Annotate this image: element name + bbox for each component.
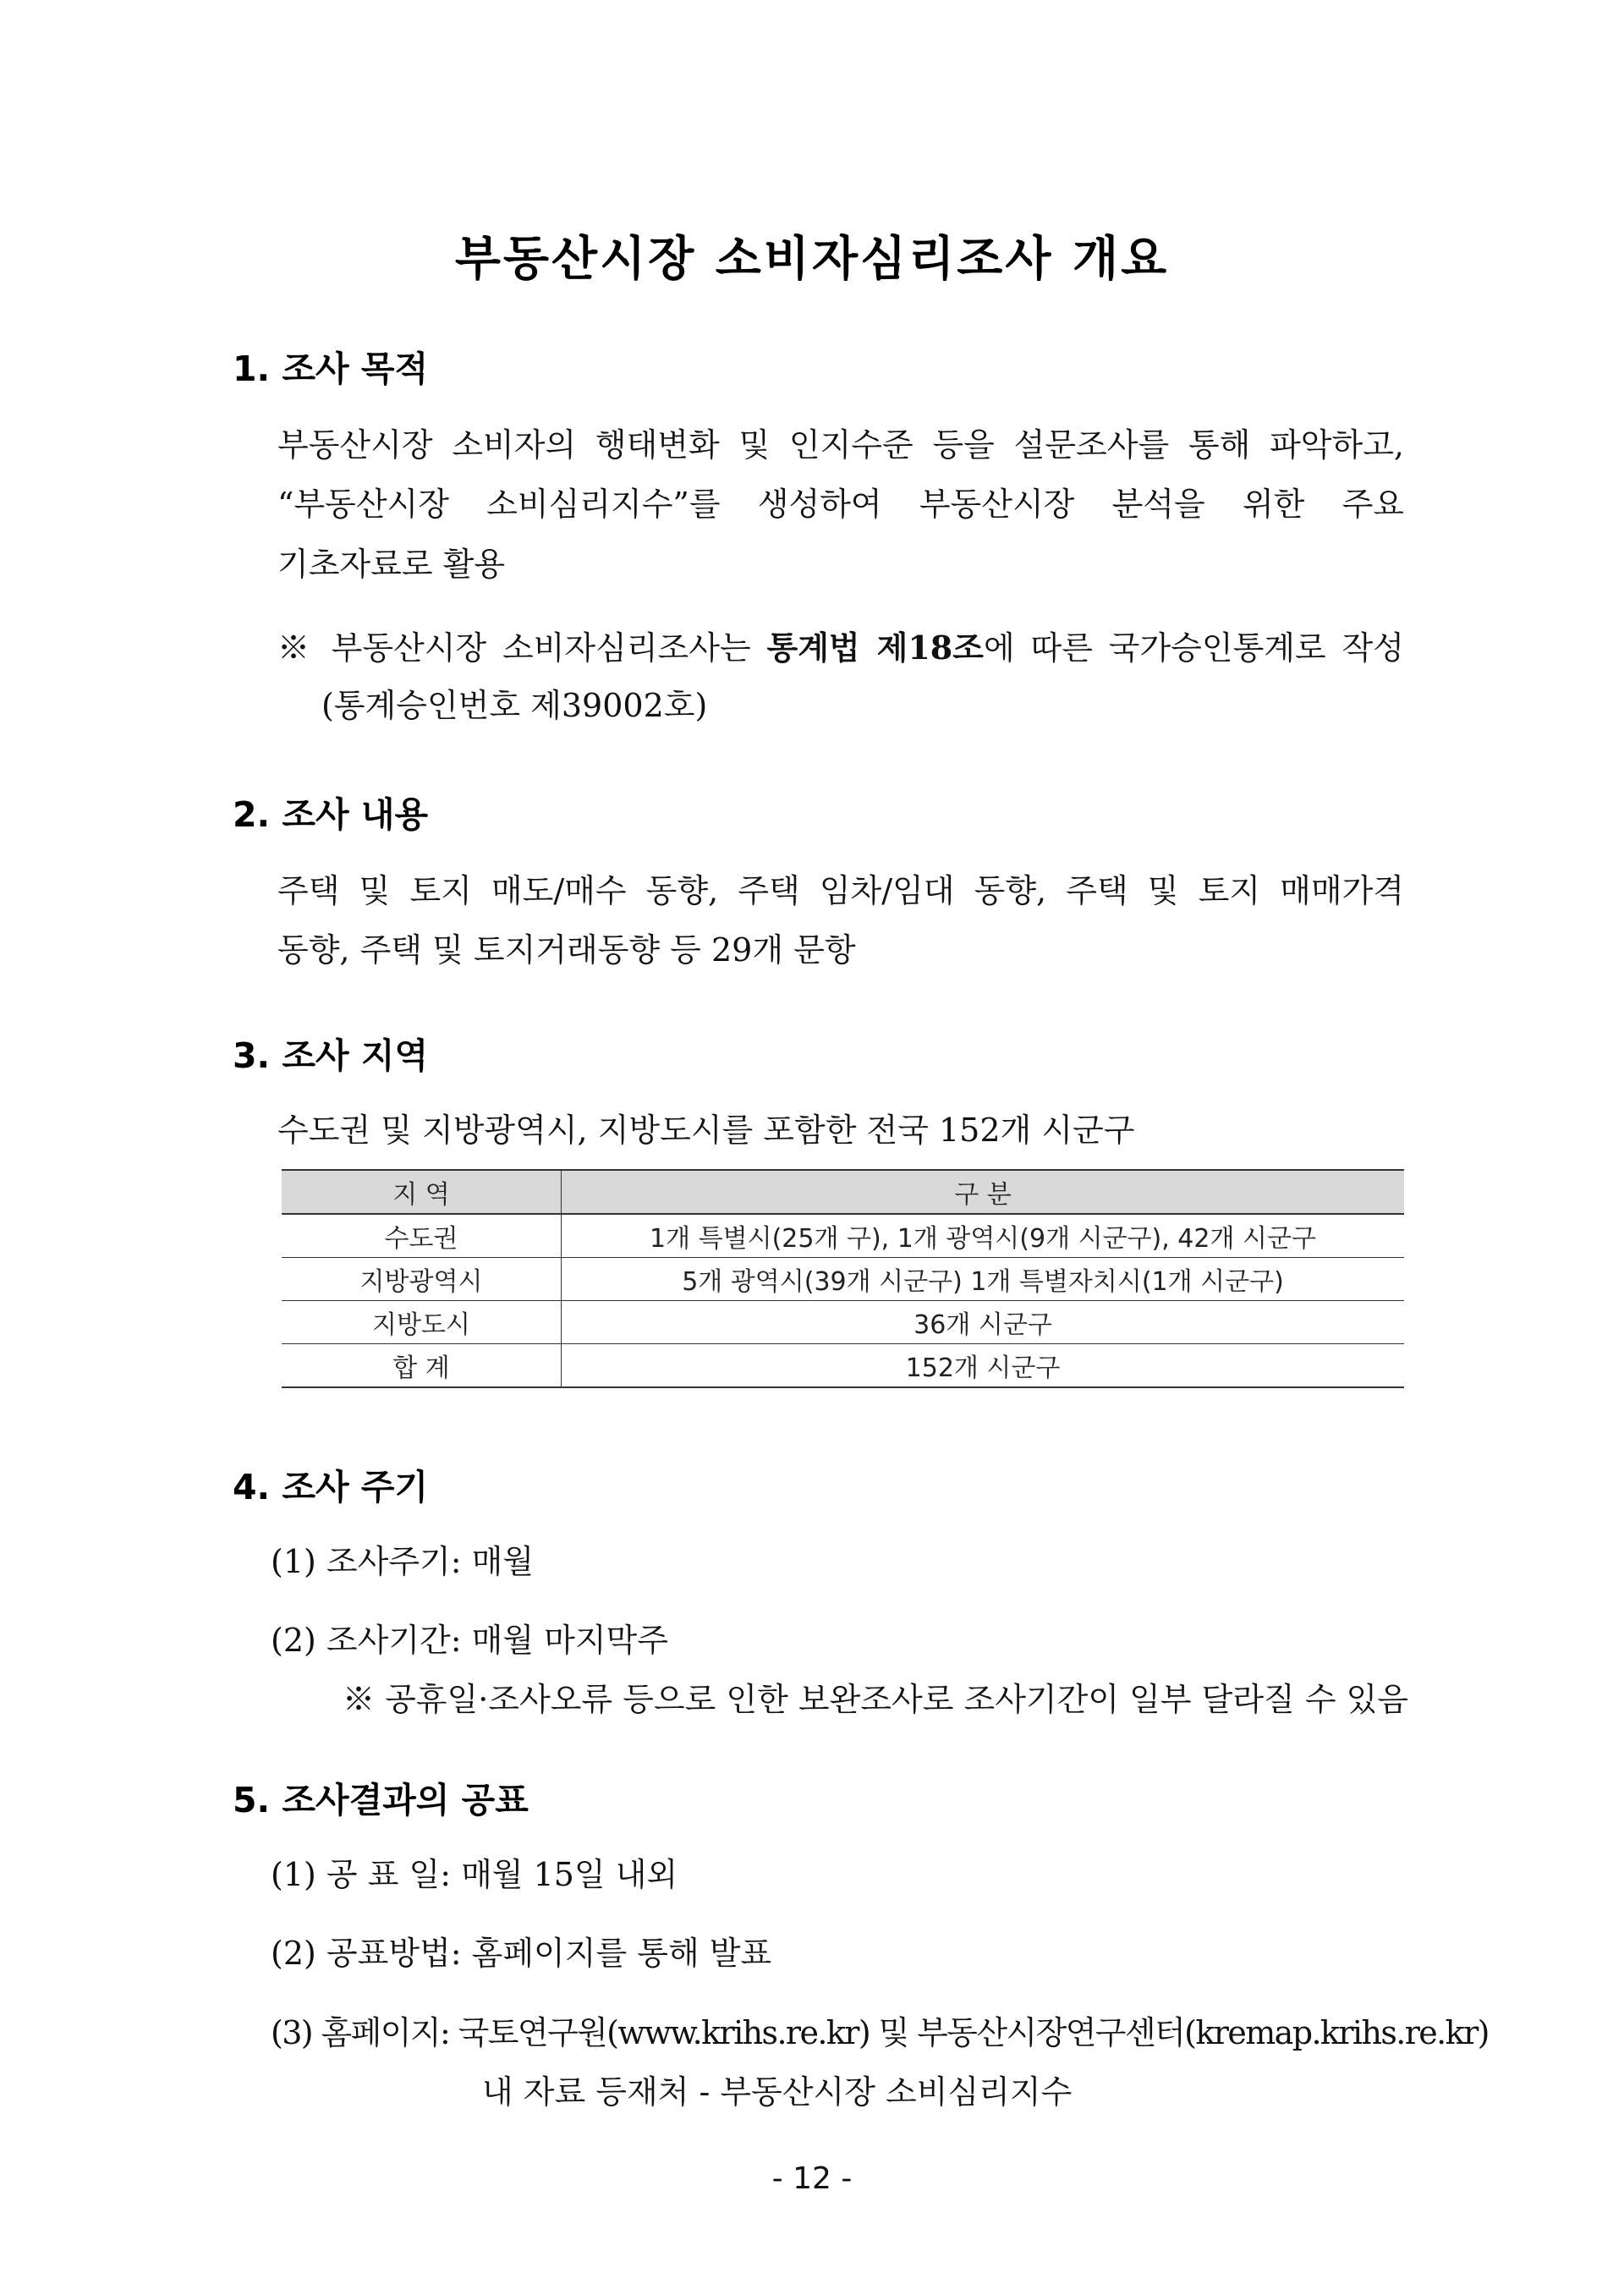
purpose-line-2: “부동산시장 소비심리지수”를 생성하여 부동산시장 분석을 위한 주요 <box>277 486 1404 523</box>
table-row <box>282 1344 1404 1388</box>
table-cell-region: 지방광역시 <box>282 1258 562 1301</box>
table-cell-category: 36개 시군구 <box>562 1301 1405 1344</box>
table-row <box>282 1301 1404 1344</box>
section-heading-region: 3. 조사 지역 <box>233 1035 429 1076</box>
table-cell-category: 1개 특별시(25개 구), 1개 광역시(9개 시군구), 42개 시군구 <box>562 1214 1405 1258</box>
note-text-suffix: 에 따른 국가승인통계로 작성 <box>983 629 1404 667</box>
cycle-note: ※ 공휴일·조사오류 등으로 인한 보완조사로 조사기간이 일부 달라질 수 있음 <box>343 1681 1409 1718</box>
content-line-1: 주택 및 토지 매도/매수 동향, 주택 임차/임대 동향, 주택 및 토지 매매가격 <box>277 872 1404 909</box>
statistics-act-reference: 통계법 제18조 <box>766 629 984 667</box>
table-cell-region: 수도권 <box>282 1214 562 1258</box>
table-cell-region: 지방도시 <box>282 1301 562 1344</box>
table-row <box>282 1214 1404 1258</box>
table-cell-region: 합 계 <box>282 1344 562 1388</box>
section-heading-purpose: 1. 조사 목적 <box>233 349 429 389</box>
publication-item-1: (1) 공 표 일: 매월 15일 내외 <box>271 1856 678 1893</box>
region-line-1: 수도권 및 지방광역시, 지방도시를 포함한 전국 152개 시군구 <box>277 1112 1135 1149</box>
table-header-category: 구 분 <box>562 1170 1405 1214</box>
content-line-2: 동향, 주택 및 토지거래동향 등 29개 문항 <box>277 931 856 969</box>
section-heading-cycle: 4. 조사 주기 <box>233 1467 429 1507</box>
purpose-note-line-2: (통계승인번호 제39002호) <box>321 687 708 724</box>
note-text: ※ 부동산시장 소비자심리조사는 <box>277 629 767 667</box>
purpose-line-1: 부동산시장 소비자의 행태변화 및 인지수준 등을 설문조사를 통해 파악하고, <box>277 426 1404 464</box>
table-header-region: 지 역 <box>282 1170 562 1214</box>
purpose-note <box>277 622 1404 668</box>
cycle-item-2: (2) 조사기간: 매월 마지막주 <box>271 1622 668 1659</box>
publication-item-3-line-2: 내 자료 등재처 - 부동산시장 소비심리지수 <box>482 2073 1073 2111</box>
section-heading-content: 2. 조사 내용 <box>233 794 429 835</box>
publication-item-2: (2) 공표방법: 홈페이지를 통해 발표 <box>271 1935 772 1972</box>
page-number: - 12 - <box>771 2161 853 2196</box>
purpose-line-3: 기초자료로 활용 <box>277 546 506 583</box>
section-heading-publication: 5. 조사결과의 공표 <box>233 1780 529 1820</box>
table-row <box>282 1258 1404 1301</box>
cycle-item-1: (1) 조사주기: 매월 <box>271 1543 535 1580</box>
page-title: 부동산시장 소비자심리조사 개요 <box>454 232 1170 287</box>
region-table <box>282 1169 1404 1388</box>
table-cell-category: 5개 광역시(39개 시군구) 1개 특별자치시(1개 시군구) <box>562 1258 1405 1301</box>
table-header-row <box>282 1170 1404 1214</box>
table-cell-category: 152개 시군구 <box>562 1344 1405 1388</box>
publication-item-3: (3) 홈페이지: 국토연구원(www.krihs.re.kr) 및 부동산시장연구센터(kremap.krihs.re.kr) <box>271 2014 1489 2051</box>
